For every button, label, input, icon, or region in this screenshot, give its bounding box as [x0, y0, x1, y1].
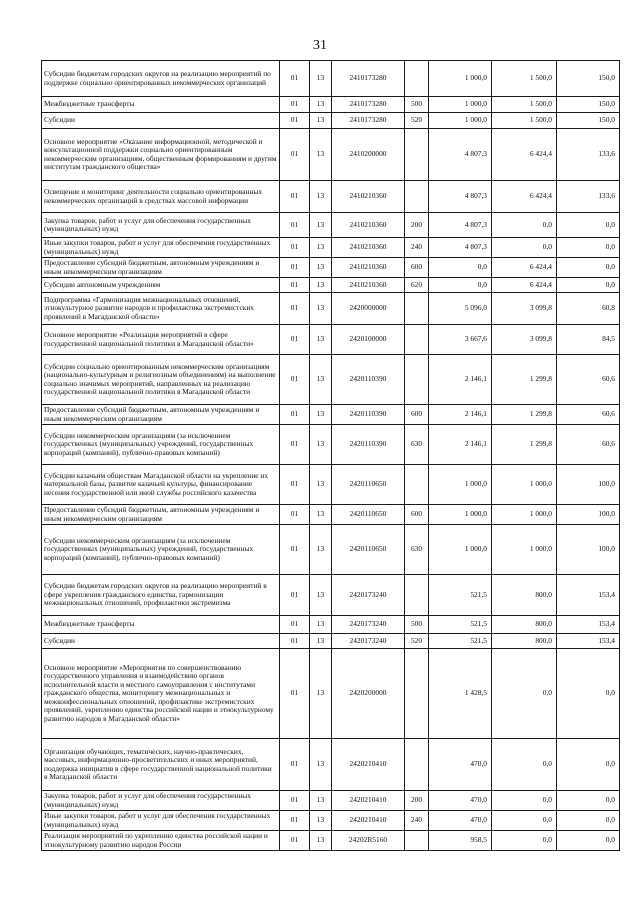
- expense-type-code: 240: [405, 238, 429, 258]
- amount-year1: 2 146,1: [429, 355, 492, 405]
- target-article-code: 2410210360: [332, 258, 405, 278]
- row-name: Основное мероприятие «Мероприятия по совершенствованию государственного управления и взаимодействию органов исполнительной власти и местного самоуправления с институтами гражданского общества, мониторингу межнациональных и межконфессиональных отношений, профилактике экстремистских проявлений, укреплению единства российской нации и этнокультурному развитию народов в Магаданской области»: [42, 649, 280, 739]
- amount-year2: 1 500,0: [492, 113, 557, 129]
- section-code: 01: [280, 525, 310, 575]
- row-name: Субсидии автономным учреждениям: [42, 278, 280, 293]
- row-name: Основное мероприятие «Оказание информационной, методической и консультационной поддержки социально ориентированным некоммерческим организациям, общественным формированиям и другим институтам гражданского общества»: [42, 129, 280, 181]
- target-article-code: 2410200000: [332, 129, 405, 181]
- subsection-code: 13: [310, 649, 332, 739]
- row-name: Субсидии некоммерческим организациям (за исключением государственных (муниципальных) учреждений, государственных корпораций (компаний), публично-правовых компаний): [42, 425, 280, 465]
- section-code: 01: [280, 278, 310, 293]
- amount-year1: 1 000,0: [429, 505, 492, 525]
- subsection-code: 13: [310, 831, 332, 851]
- amount-year2: 0,0: [492, 831, 557, 851]
- section-code: 01: [280, 505, 310, 525]
- table-row: [42, 405, 620, 425]
- table-row: [42, 181, 620, 213]
- table-row: [42, 213, 620, 238]
- target-article-code: 2410210360: [332, 181, 405, 213]
- subsection-code: 13: [310, 355, 332, 405]
- subsection-code: 13: [310, 213, 332, 238]
- table-row: [42, 791, 620, 811]
- percent-value: 100,0: [557, 465, 620, 505]
- percent-value: 133,6: [557, 129, 620, 181]
- percent-value: 100,0: [557, 525, 620, 575]
- percent-value: 0,0: [557, 811, 620, 831]
- amount-year1: 470,0: [429, 811, 492, 831]
- percent-value: 153,4: [557, 634, 620, 649]
- table-row: [42, 616, 620, 634]
- row-name: Межбюджетные трансферты: [42, 616, 280, 634]
- amount-year1: 521,5: [429, 575, 492, 616]
- amount-year2: 6 424,4: [492, 278, 557, 293]
- percent-value: 100,0: [557, 505, 620, 525]
- subsection-code: 13: [310, 258, 332, 278]
- amount-year2: 0,0: [492, 739, 557, 791]
- expense-type-code: [405, 355, 429, 405]
- expense-type-code: [405, 649, 429, 739]
- row-name: Иные закупки товаров, работ и услуг для обеспечения государственных (муниципальных) нужд: [42, 238, 280, 258]
- amount-year2: 0,0: [492, 238, 557, 258]
- subsection-code: 13: [310, 278, 332, 293]
- section-code: 01: [280, 831, 310, 851]
- table-row: [42, 325, 620, 355]
- expense-type-code: [405, 61, 429, 97]
- subsection-code: 13: [310, 575, 332, 616]
- expense-type-code: 620: [405, 278, 429, 293]
- table-row: [42, 425, 620, 465]
- row-name: Субсидии казачьим обществам Магаданской области на укрепление их материальной базы, развитие казачьей культуры, финансирование несения государственной или иной службы российского казачества: [42, 465, 280, 505]
- row-name: Субсидии некоммерческим организациям (за исключением государственных (муниципальных) учреждений, государственных корпораций (компаний), публично-правовых компаний): [42, 525, 280, 575]
- section-code: 01: [280, 616, 310, 634]
- subsection-code: 13: [310, 129, 332, 181]
- amount-year1: 4 807,3: [429, 238, 492, 258]
- expense-type-code: 600: [405, 405, 429, 425]
- amount-year1: 4 807,3: [429, 129, 492, 181]
- row-name: Предоставление субсидий бюджетным, автономным учреждениям и иным некоммерческим организациям: [42, 505, 280, 525]
- table-row: [42, 355, 620, 405]
- expense-type-code: 240: [405, 811, 429, 831]
- amount-year1: 4 807,3: [429, 181, 492, 213]
- target-article-code: 24202R5160: [332, 831, 405, 851]
- section-code: 01: [280, 649, 310, 739]
- expense-type-code: 630: [405, 425, 429, 465]
- section-code: 01: [280, 575, 310, 616]
- target-article-code: 2420110650: [332, 525, 405, 575]
- subsection-code: 13: [310, 238, 332, 258]
- expense-type-code: [405, 739, 429, 791]
- expense-type-code: 520: [405, 113, 429, 129]
- row-name: Реализация мероприятий по укреплению единства российской нации и этнокультурному развитию народов России: [42, 831, 280, 851]
- amount-year2: 6 424,4: [492, 181, 557, 213]
- amount-year2: 1 000,0: [492, 525, 557, 575]
- section-code: 01: [280, 425, 310, 465]
- subsection-code: 13: [310, 293, 332, 325]
- target-article-code: 2420200000: [332, 649, 405, 739]
- row-name: Иные закупки товаров, работ и услуг для обеспечения государственных (муниципальных) нужд: [42, 811, 280, 831]
- amount-year1: 1 000,0: [429, 97, 492, 113]
- target-article-code: 2420173240: [332, 616, 405, 634]
- amount-year1: 0,0: [429, 258, 492, 278]
- row-name: Субсидии: [42, 113, 280, 129]
- section-code: 01: [280, 293, 310, 325]
- subsection-code: 13: [310, 465, 332, 505]
- section-code: 01: [280, 258, 310, 278]
- subsection-code: 13: [310, 791, 332, 811]
- target-article-code: 2420210410: [332, 739, 405, 791]
- row-name: Предоставление субсидий бюджетным, автономным учреждениям и иным некоммерческим организациям: [42, 405, 280, 425]
- page-number: 31: [313, 38, 327, 53]
- percent-value: 133,6: [557, 181, 620, 213]
- expense-type-code: [405, 293, 429, 325]
- row-name: Субсидии бюджетам городских округов на реализацию мероприятий в сфере укрепления гражданского единства, гармонизации межнациональных отношений, профилактики экстремизма: [42, 575, 280, 616]
- amount-year1: 1 428,5: [429, 649, 492, 739]
- amount-year2: 1 500,0: [492, 97, 557, 113]
- amount-year1: 470,0: [429, 791, 492, 811]
- section-code: 01: [280, 634, 310, 649]
- expense-type-code: [405, 181, 429, 213]
- target-article-code: 2420110390: [332, 355, 405, 405]
- expense-type-code: 600: [405, 505, 429, 525]
- row-name: Организация обучающих, тематических, научно-практических, массовых, информационно-просветительских и иных мероприятий, поддержка инициатив в сфере государственной национальной политики в Магаданской области: [42, 739, 280, 791]
- amount-year1: 0,0: [429, 278, 492, 293]
- subsection-code: 13: [310, 405, 332, 425]
- table-row: [42, 113, 620, 129]
- target-article-code: 2410210360: [332, 278, 405, 293]
- amount-year1: 3 667,6: [429, 325, 492, 355]
- row-name: Закупка товаров, работ и услуг для обеспечения государственных (муниципальных) нужд: [42, 791, 280, 811]
- section-code: 01: [280, 213, 310, 238]
- amount-year1: 4 807,3: [429, 213, 492, 238]
- table-row: [42, 575, 620, 616]
- table-row: [42, 634, 620, 649]
- percent-value: 153,4: [557, 575, 620, 616]
- amount-year2: 6 424,4: [492, 129, 557, 181]
- expense-type-code: 630: [405, 525, 429, 575]
- subsection-code: 13: [310, 325, 332, 355]
- row-name: Основное мероприятие «Реализация мероприятий в сфере государственной национальной политики в Магаданской области»: [42, 325, 280, 355]
- target-article-code: 2420173240: [332, 634, 405, 649]
- row-name: Освещение и мониторинг деятельности социально ориентированных некоммерческих организаций в средствах массовой информации: [42, 181, 280, 213]
- target-article-code: 2410173280: [332, 61, 405, 97]
- expense-type-code: [405, 831, 429, 851]
- target-article-code: 2420110650: [332, 505, 405, 525]
- expense-type-code: 500: [405, 97, 429, 113]
- expense-type-code: 200: [405, 213, 429, 238]
- amount-year1: 1 000,0: [429, 61, 492, 97]
- table-row: [42, 97, 620, 113]
- amount-year1: 521,5: [429, 634, 492, 649]
- amount-year2: 0,0: [492, 213, 557, 238]
- subsection-code: 13: [310, 525, 332, 575]
- percent-value: 0,0: [557, 791, 620, 811]
- row-name: Субсидии бюджетам городских округов на реализацию мероприятий по поддержке социально ориентированных некоммерческих организаций: [42, 61, 280, 97]
- amount-year2: 3 099,8: [492, 325, 557, 355]
- section-code: 01: [280, 61, 310, 97]
- section-code: 01: [280, 355, 310, 405]
- table-row: [42, 739, 620, 791]
- subsection-code: 13: [310, 181, 332, 213]
- table-row: [42, 465, 620, 505]
- table-row: [42, 525, 620, 575]
- amount-year2: 1 299,8: [492, 425, 557, 465]
- expense-type-code: 600: [405, 258, 429, 278]
- subsection-code: 13: [310, 616, 332, 634]
- table-row: [42, 649, 620, 739]
- subsection-code: 13: [310, 811, 332, 831]
- amount-year2: 1 299,8: [492, 405, 557, 425]
- target-article-code: 2420110390: [332, 425, 405, 465]
- amount-year2: 0,0: [492, 811, 557, 831]
- target-article-code: 2420110390: [332, 405, 405, 425]
- amount-year1: 521,5: [429, 616, 492, 634]
- target-article-code: 2410210360: [332, 213, 405, 238]
- section-code: 01: [280, 791, 310, 811]
- target-article-code: 2420100000: [332, 325, 405, 355]
- amount-year1: 2 146,1: [429, 405, 492, 425]
- percent-value: 84,5: [557, 325, 620, 355]
- expense-type-code: [405, 465, 429, 505]
- expense-type-code: [405, 575, 429, 616]
- table-row: [42, 831, 620, 851]
- target-article-code: 2420210410: [332, 811, 405, 831]
- percent-value: 0,0: [557, 213, 620, 238]
- amount-year1: 1 000,0: [429, 113, 492, 129]
- amount-year2: 1 500,0: [492, 61, 557, 97]
- amount-year2: 1 000,0: [492, 465, 557, 505]
- expense-type-code: 200: [405, 791, 429, 811]
- section-code: 01: [280, 325, 310, 355]
- amount-year2: 800,0: [492, 634, 557, 649]
- amount-year2: 800,0: [492, 616, 557, 634]
- percent-value: 0,0: [557, 238, 620, 258]
- section-code: 01: [280, 811, 310, 831]
- amount-year2: 800,0: [492, 575, 557, 616]
- section-code: 01: [280, 405, 310, 425]
- expense-type-code: [405, 325, 429, 355]
- percent-value: 60,6: [557, 355, 620, 405]
- subsection-code: 13: [310, 505, 332, 525]
- percent-value: 0,0: [557, 258, 620, 278]
- section-code: 01: [280, 181, 310, 213]
- row-name: Подпрограмма «Гармонизация межнациональных отношений, этнокультурное развитие народов и профилактика экстремистских проявлений в Магаданской области»: [42, 293, 280, 325]
- amount-year1: 5 096,0: [429, 293, 492, 325]
- expense-type-code: [405, 129, 429, 181]
- target-article-code: 2410173280: [332, 97, 405, 113]
- amount-year1: 1 000,0: [429, 525, 492, 575]
- subsection-code: 13: [310, 739, 332, 791]
- subsection-code: 13: [310, 634, 332, 649]
- expense-type-code: 520: [405, 634, 429, 649]
- section-code: 01: [280, 113, 310, 129]
- section-code: 01: [280, 129, 310, 181]
- amount-year2: 0,0: [492, 791, 557, 811]
- amount-year2: 6 424,4: [492, 258, 557, 278]
- amount-year2: 0,0: [492, 649, 557, 739]
- table-row: [42, 258, 620, 278]
- row-name: Межбюджетные трансферты: [42, 97, 280, 113]
- section-code: 01: [280, 97, 310, 113]
- amount-year1: 470,0: [429, 739, 492, 791]
- table-row: [42, 238, 620, 258]
- percent-value: 60,6: [557, 405, 620, 425]
- row-name: Закупка товаров, работ и услуг для обеспечения государственных (муниципальных) нужд: [42, 213, 280, 238]
- table-row: [42, 811, 620, 831]
- subsection-code: 13: [310, 97, 332, 113]
- row-name: Субсидии: [42, 634, 280, 649]
- target-article-code: 2420000000: [332, 293, 405, 325]
- table-row: [42, 505, 620, 525]
- subsection-code: 13: [310, 113, 332, 129]
- section-code: 01: [280, 465, 310, 505]
- target-article-code: 2410173280: [332, 113, 405, 129]
- percent-value: 150,0: [557, 61, 620, 97]
- subsection-code: 13: [310, 425, 332, 465]
- amount-year1: 2 146,1: [429, 425, 492, 465]
- section-code: 01: [280, 739, 310, 791]
- target-article-code: 2420173240: [332, 575, 405, 616]
- table-row: [42, 129, 620, 181]
- percent-value: 150,0: [557, 113, 620, 129]
- amount-year2: 1 000,0: [492, 505, 557, 525]
- amount-year1: 958,5: [429, 831, 492, 851]
- percent-value: 153,4: [557, 616, 620, 634]
- amount-year1: 1 000,0: [429, 465, 492, 505]
- percent-value: 60,8: [557, 293, 620, 325]
- amount-year2: 3 099,8: [492, 293, 557, 325]
- percent-value: 0,0: [557, 649, 620, 739]
- percent-value: 0,0: [557, 278, 620, 293]
- section-code: 01: [280, 238, 310, 258]
- subsection-code: 13: [310, 61, 332, 97]
- target-article-code: 2420110650: [332, 465, 405, 505]
- target-article-code: 2410210360: [332, 238, 405, 258]
- table-row: [42, 278, 620, 293]
- percent-value: 0,0: [557, 739, 620, 791]
- percent-value: 150,0: [557, 97, 620, 113]
- target-article-code: 2420210410: [332, 791, 405, 811]
- table-row: [42, 293, 620, 325]
- percent-value: 0,0: [557, 831, 620, 851]
- budget-table: [41, 60, 620, 851]
- row-name: Субсидии социально ориентированным некоммерческим организациям (национально-культурным и религиозным объединениям) на выполнение социально значимых мероприятий, направленных на реализацию государственной национальной политики в Магаданской области: [42, 355, 280, 405]
- expense-type-code: 500: [405, 616, 429, 634]
- percent-value: 60,6: [557, 425, 620, 465]
- table-row: [42, 61, 620, 97]
- amount-year2: 1 299,8: [492, 355, 557, 405]
- row-name: Предоставление субсидий бюджетным, автономным учреждениям и иным некоммерческим организациям: [42, 258, 280, 278]
